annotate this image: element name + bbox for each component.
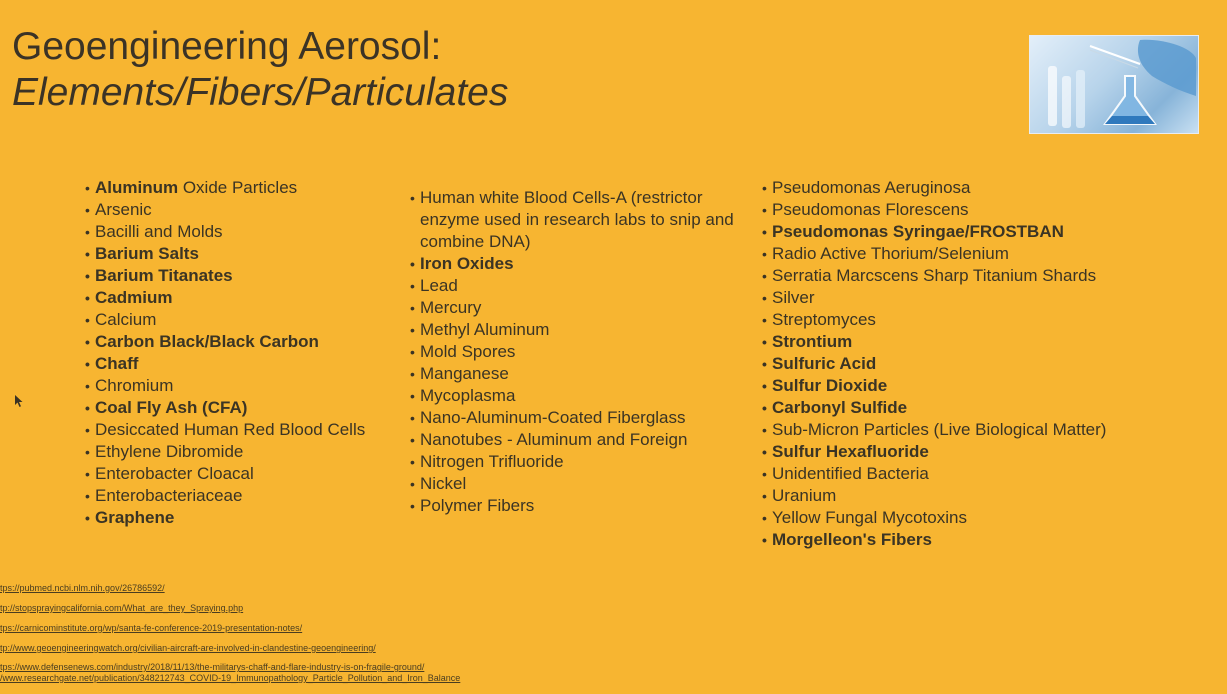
reference-link[interactable]: tp://www.geoengineeringwatch.org/civilian-aircraft-are-involved-in-clandestine-geoengineering/ [0,643,376,653]
list-item [85,353,405,375]
mouse-cursor-icon [14,394,24,408]
item-text: Desiccated Human Red Blood Cells [95,420,366,439]
item-bold-text: Carbon Black/Black Carbon [95,332,319,351]
item-text: Arsenic [95,200,152,219]
item-bold-text: Cadmium [95,288,173,307]
list-item [762,441,1182,463]
list-item [410,385,750,407]
list-item [410,319,750,341]
item-text: Mold Spores [420,342,516,361]
list-item [410,275,750,297]
item-bold-text: Morgelleon's Fibers [772,530,932,549]
list-item [762,419,1182,441]
title-line-1: Geoengineering Aerosol: [12,25,442,68]
item-bold-text: Barium Titanates [95,266,233,285]
item-text: Lead [420,276,458,295]
item-bold-text: Sulfur Hexafluoride [772,442,929,461]
item-text: Methyl Aluminum [420,320,550,339]
list-item [85,485,405,507]
item-text: Enterobacteriaceae [95,486,243,505]
item-text: Mercury [420,298,482,317]
list-item [85,507,405,529]
item-bold-text: Graphene [95,508,175,527]
element-list-column-1 [85,177,405,529]
title-line-2: Elements/Fibers/Particulates [12,71,509,114]
item-text: Oxide Particles [178,178,298,197]
item-text: Polymer Fibers [420,496,535,515]
reference-link[interactable]: tps://www.defensenews.com/industry/2018/11/13/the-militarys-chaff-and-flare-industry-is-on-fragile-ground/ [0,662,425,672]
list-item [85,243,405,265]
item-text: Nano-Aluminum-Coated Fiberglass [420,408,686,427]
list-item [410,341,750,363]
list-item [85,177,405,199]
list-item [762,309,1182,331]
item-bold-text: Carbonyl Sulfide [772,398,908,417]
list-item [762,331,1182,353]
item-text: Uranium [772,486,837,505]
list-item [85,221,405,243]
item-text: Nickel [420,474,467,493]
item-bold-text: Pseudomonas Syringae/FROSTBAN [772,222,1064,241]
item-text: Bacilli and Molds [95,222,223,241]
reference-link[interactable]: tps://pubmed.ncbi.nlm.nih.gov/26786592/ [0,583,165,593]
item-text: Serratia Marcscens Sharp Titanium Shards [772,266,1097,285]
list-item [85,287,405,309]
list-item [85,441,405,463]
list-item [410,495,750,517]
item-bold-text: Iron Oxides [420,254,514,273]
laboratory-image [1029,35,1199,134]
list-item [410,187,750,253]
list-item [85,309,405,331]
lab-glassware-icon [1030,36,1198,133]
list-item [85,331,405,353]
list-item [762,353,1182,375]
item-text: Radio Active Thorium/Selenium [772,244,1009,263]
list-item [85,375,405,397]
item-text: Sub-Micron Particles (Live Biological Matter) [772,420,1107,439]
list-item [410,473,750,495]
reference-link[interactable]: tps://carnicominstitute.org/wp/santa-fe-conference-2019-presentation-notes/ [0,623,303,633]
item-text: Unidentified Bacteria [772,464,929,483]
item-text: Chromium [95,376,174,395]
item-text: Enterobacter Cloacal [95,464,254,483]
item-text: Pseudomonas Aeruginosa [772,178,971,197]
list-item [410,363,750,385]
item-text: Streptomyces [772,310,876,329]
list-item [762,221,1182,243]
list-item [762,507,1182,529]
item-bold-text: Aluminum [95,178,179,197]
item-text: Human white Blood Cells-A (restrictor enzyme used in research labs to snip and combine DNA) [420,188,734,251]
list-item [410,297,750,319]
list-item [85,199,405,221]
list-item [762,243,1182,265]
item-text: Pseudomonas Florescens [772,200,969,219]
list-item [762,199,1182,221]
item-text: Manganese [420,364,509,383]
list-item [762,397,1182,419]
item-text: Yellow Fungal Mycotoxins [772,508,967,527]
item-text: Calcium [95,310,157,329]
reference-links [0,582,460,684]
list-item [762,177,1182,199]
slide-title [12,24,508,116]
list-item [762,463,1182,485]
list-item [410,253,750,275]
item-text: Nitrogen Trifluoride [420,452,564,471]
reference-link[interactable]: tp://stopsprayingcalifornia.com/What_are_they_Spraying.php [0,603,244,613]
element-list-column-2 [410,187,750,517]
item-bold-text: Strontium [772,332,853,351]
list-item [762,375,1182,397]
list-item [85,419,405,441]
item-bold-text: Coal Fly Ash (CFA) [95,398,248,417]
item-bold-text: Chaff [95,354,139,373]
list-item [762,287,1182,309]
item-text: Mycoplasma [420,386,516,405]
list-item [85,397,405,419]
list-item [762,265,1182,287]
list-item [85,265,405,287]
list-item [762,529,1182,551]
list-item [410,407,750,429]
item-bold-text: Sulfuric Acid [772,354,877,373]
item-text: Silver [772,288,815,307]
item-text: Nanotubes - Aluminum and Foreign [420,430,688,449]
reference-link[interactable]: /www.researchgate.net/publication/348212743_COVID-19_Immunopathology_Particle_Pollution_and_Iron_Balance [0,673,461,683]
list-item [85,463,405,485]
item-bold-text: Barium Salts [95,244,199,263]
list-item [762,485,1182,507]
item-text: Ethylene Dibromide [95,442,244,461]
element-list-column-3 [762,177,1182,551]
list-item [410,429,750,451]
item-bold-text: Sulfur Dioxide [772,376,888,395]
list-item [410,451,750,473]
